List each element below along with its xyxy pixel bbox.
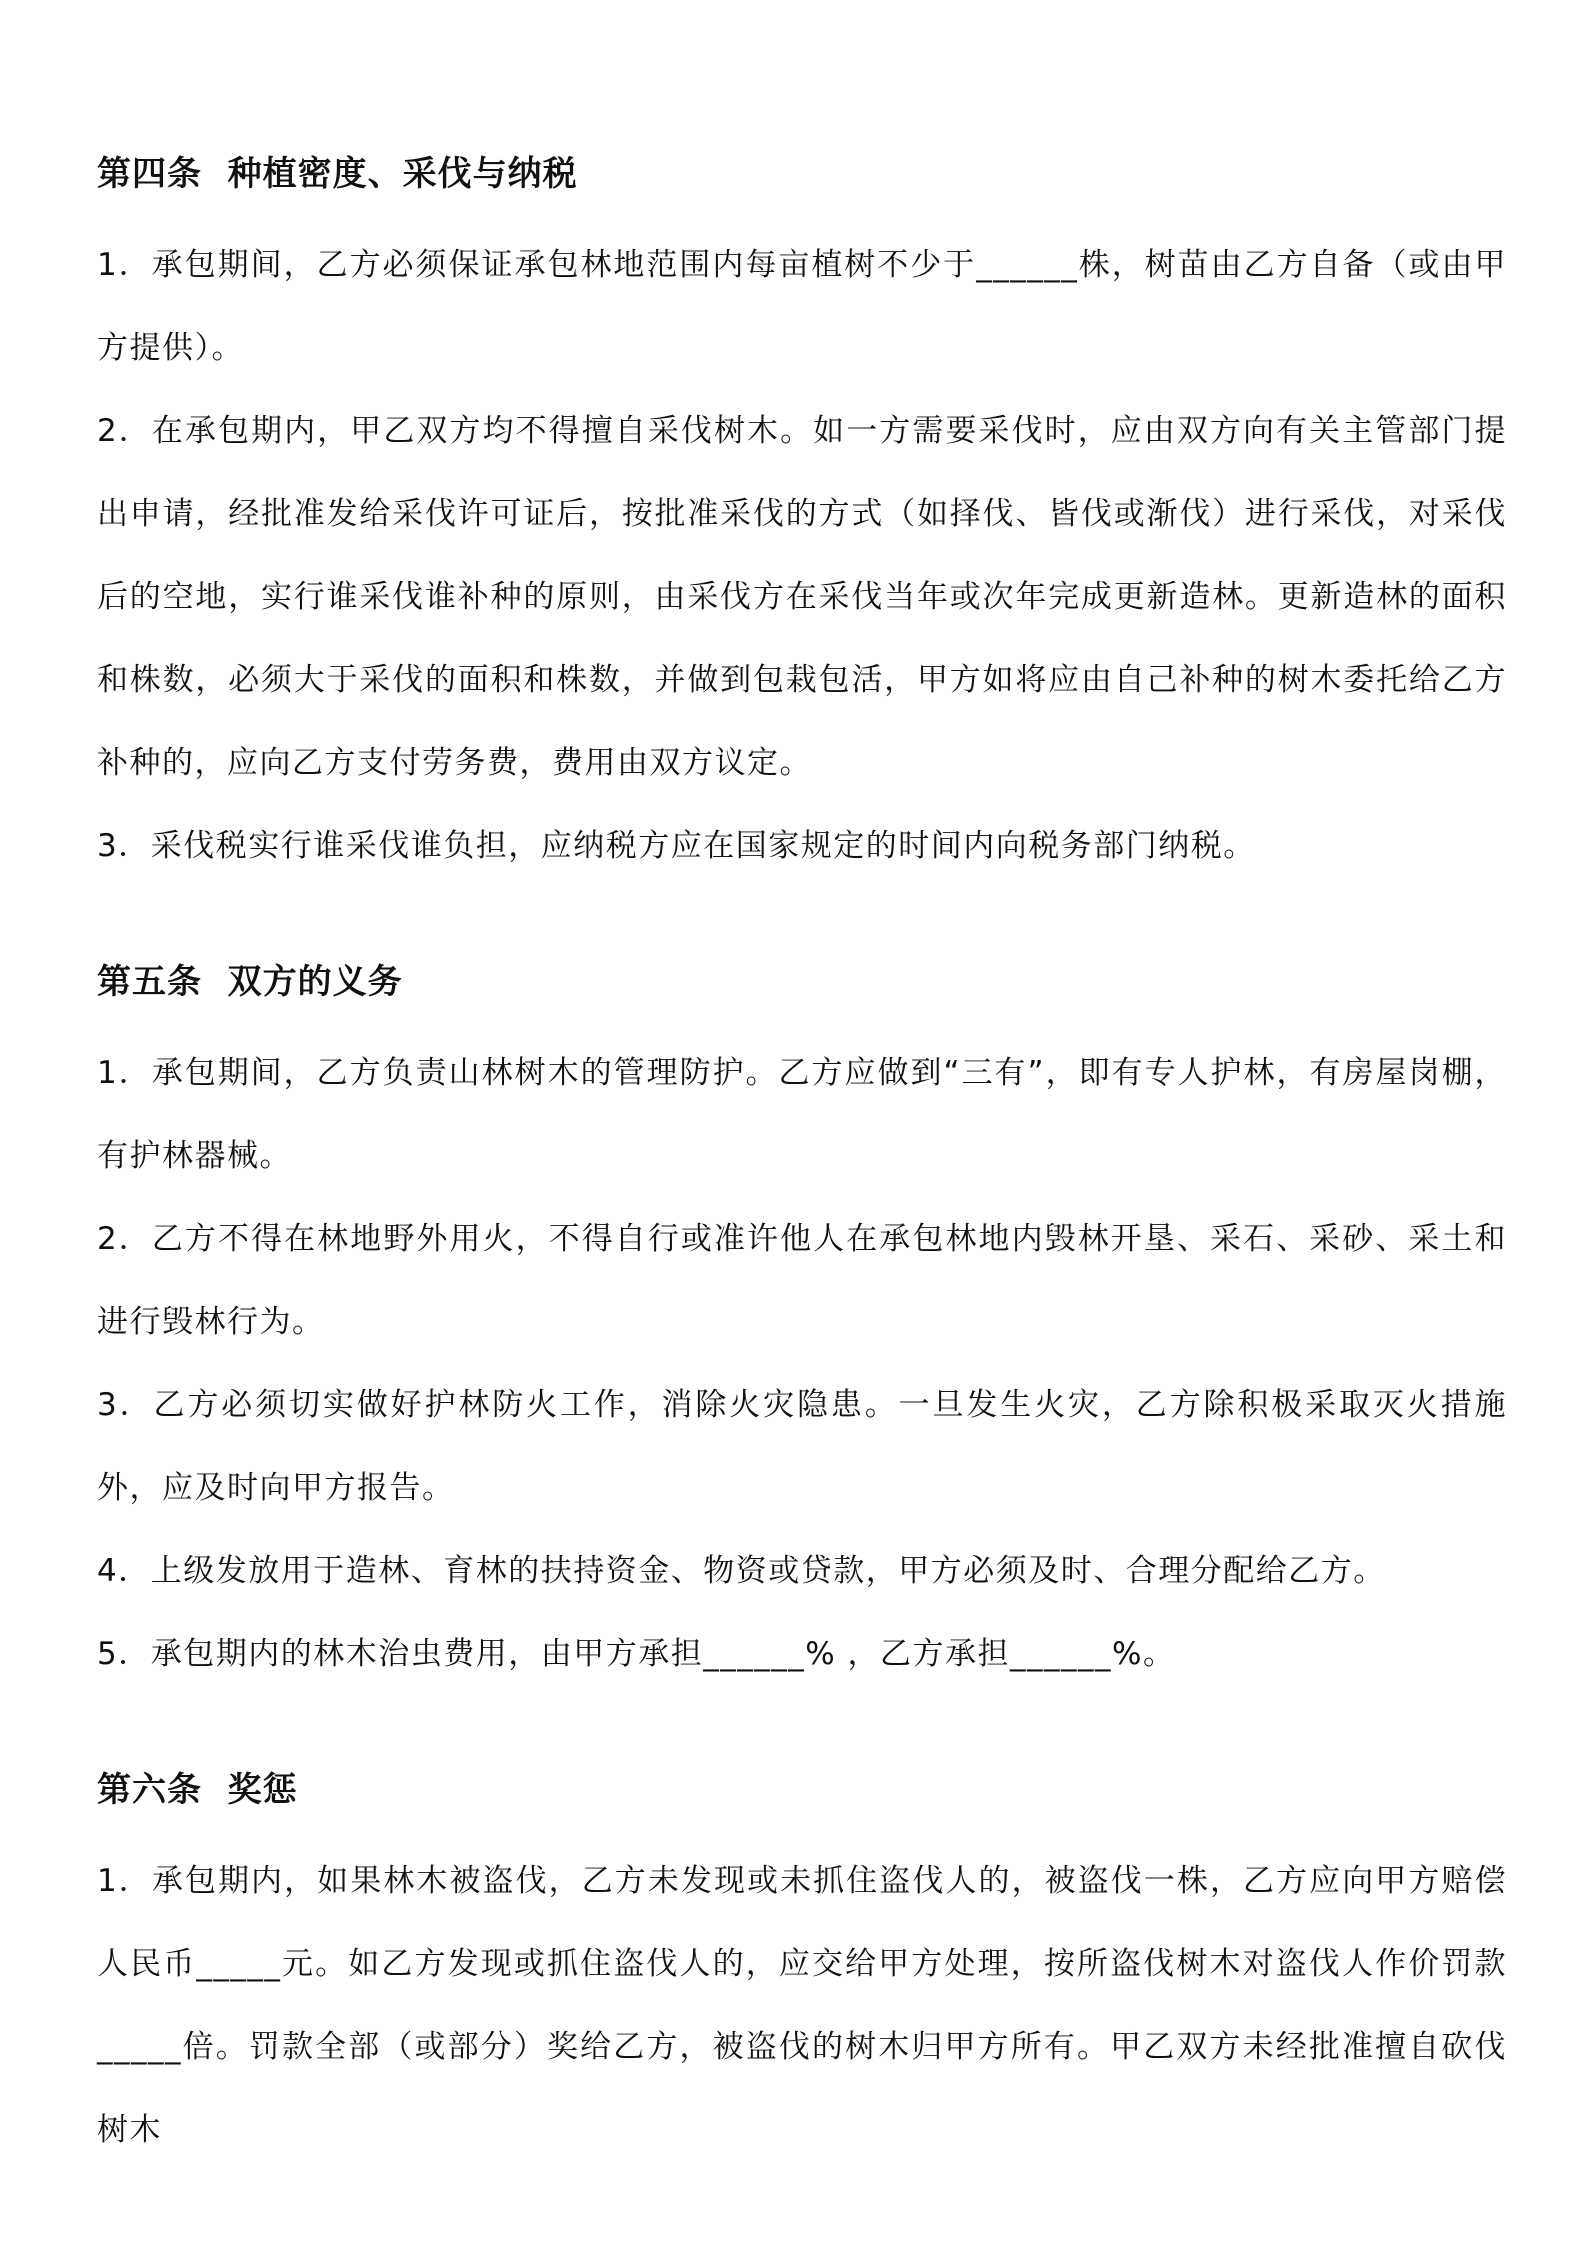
paragraph: 2．在承包期内，甲乙双方均不得擅自采伐树木。如一方需要采伐时，应由双方向有关主管部门提出申请，经批准发给采伐许可证后，按批准采伐的方式（如择伐、皆伐或渐伐）进行采伐，对采伐后的空地，实行谁采伐谁补种的原则，由采伐方在采伐当年或次年完成更新造林。更新造林的面积和株数，必须大于采伐的面积和株数，并做到包栽包活，甲方如将应由自己补种的树木委托给乙方补种的，应向乙方支付劳务费，费用由双方议定。 xyxy=(97,413,1507,781)
section-title: 第六条 奖惩 xyxy=(97,1770,298,1810)
paragraph: 3．乙方必须切实做好护林防火工作，消除火灾隐患。一旦发生火灾，乙方除积极采取灭火措施外，应及时向甲方报告。 xyxy=(97,1387,1507,1506)
article-5 xyxy=(97,958,1507,1696)
article-4 xyxy=(97,150,1507,888)
paragraph: 5．承包期内的林木治虫费用，由甲方承担______% ，乙方承担______%。 xyxy=(97,1636,1176,1672)
paragraph: 2．乙方不得在林地野外用火，不得自行或准许他人在承包林地内毁林开垦、采石、采砂、采土和进行毁林行为。 xyxy=(97,1221,1507,1340)
section-gap xyxy=(97,888,1507,958)
section-gap xyxy=(97,1696,1507,1766)
paragraph: 1．承包期内，如果林木被盗伐，乙方未发现或未抓住盗伐人的，被盗伐一株，乙方应向甲方赔偿人民币_____元。如乙方发现或抓住盗伐人的，应交给甲方处理，按所盗伐树木对盗伐人作价罚款_____倍。罚款全部（或部分）奖给乙方，被盗伐的树木归甲方所有。甲乙双方未经批准擅自砍伐树木 xyxy=(97,1863,1507,2148)
paragraph: 3．采伐税实行谁采伐谁负担，应纳税方应在国家规定的时间内向税务部门纳税。 xyxy=(97,828,1256,864)
paragraph: 1．承包期间，乙方必须保证承包林地范围内每亩植树不少于______株，树苗由乙方自备（或由甲方提供）。 xyxy=(97,247,1507,366)
paragraph: 4．上级发放用于造林、育林的扶持资金、物资或贷款，甲方必须及时、合理分配给乙方。 xyxy=(97,1553,1386,1589)
article-6 xyxy=(97,1766,1507,2172)
section-title: 第五条 双方的义务 xyxy=(97,962,403,1002)
paragraph: 1．承包期间，乙方负责山林树木的管理防护。乙方应做到“三有”，即有专人护林，有房屋岗棚，有护林器械。 xyxy=(97,1055,1507,1174)
document-page xyxy=(97,150,1507,2172)
section-title: 第四条 种植密度、采伐与纳税 xyxy=(97,154,578,194)
